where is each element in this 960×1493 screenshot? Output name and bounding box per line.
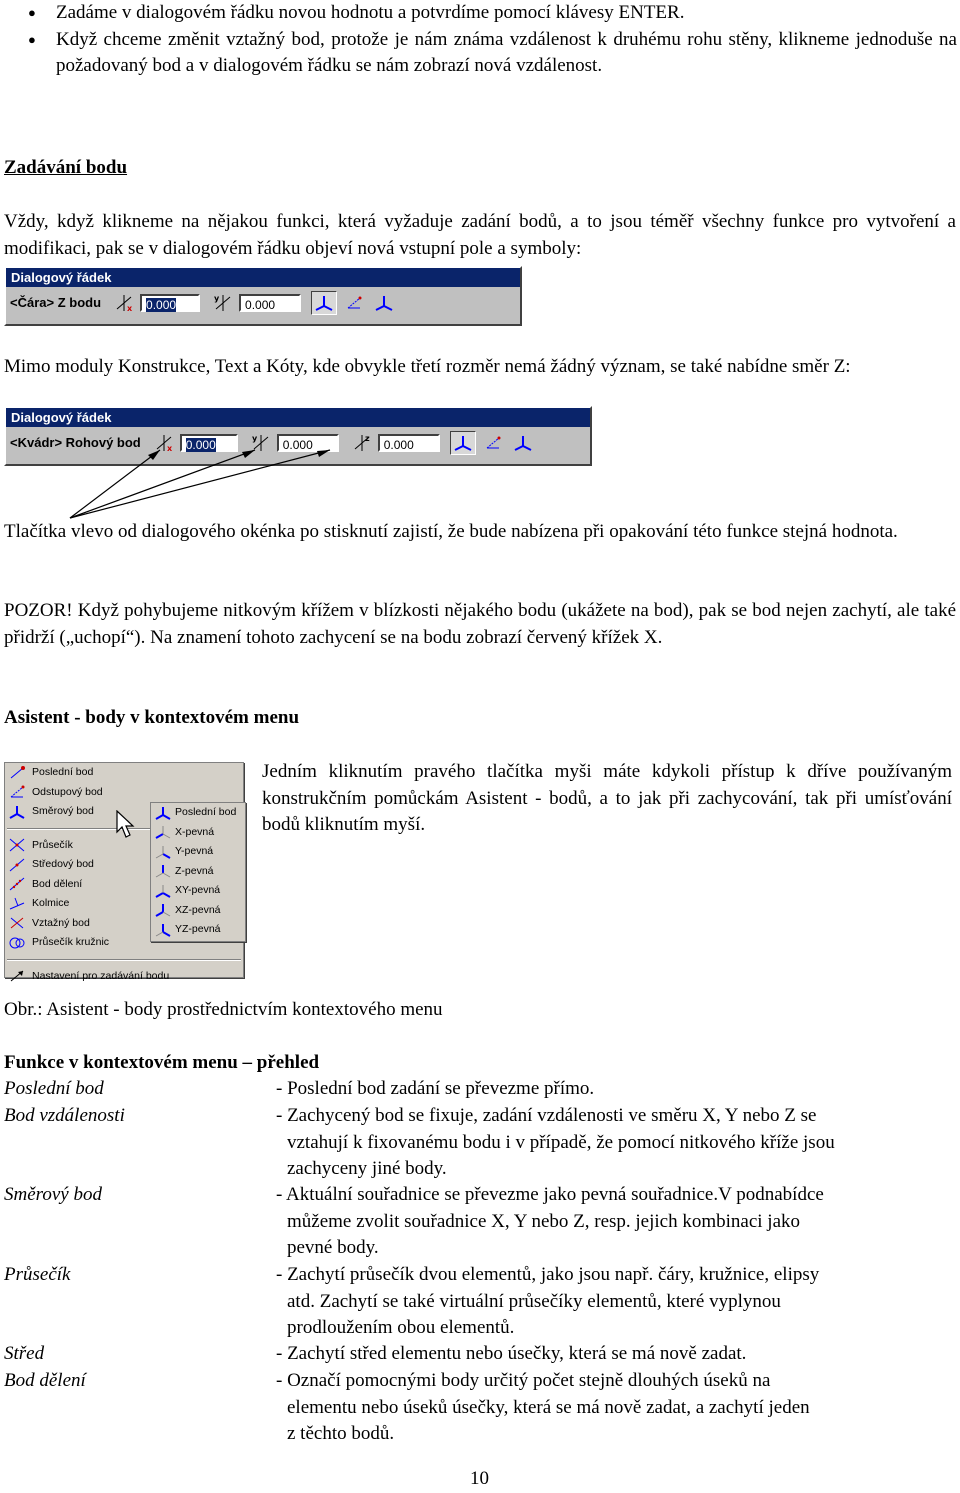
dialog-title: Dialogový řádek — [6, 408, 590, 427]
y-axis-lock-button[interactable] — [210, 292, 236, 314]
context-submenu — [150, 802, 246, 942]
term: Průsečík — [4, 1264, 71, 1285]
yz-fixed-icon — [154, 922, 172, 938]
section-heading: Zadávání bodu — [4, 157, 128, 178]
section-heading: Asistent - body v kontextovém menu — [4, 707, 300, 728]
menu-item-label: Kolmice — [32, 897, 70, 910]
menu-item-label: Poslední bod — [175, 806, 237, 819]
x-axis-icon — [113, 293, 135, 313]
definition: - Označí pomocnými body určitý počet stejně dlouhých úseků na elementu nebo úseků úsečky, která se má nově zadat, a zachytí jeden z těchto bodů. — [276, 1370, 810, 1444]
z-axis-icon — [351, 433, 373, 453]
svg-text:y: y — [251, 434, 257, 443]
intersection-icon — [8, 837, 26, 853]
delta-mode-button[interactable] — [341, 291, 367, 315]
y-coordinate-field[interactable]: 0.000 — [277, 434, 339, 452]
dialog-line-panel — [4, 266, 522, 326]
y-axis-icon — [212, 293, 234, 313]
x-axis-lock-button[interactable] — [111, 292, 137, 314]
paragraph-warning: POZOR! Když pohybujeme nitkovým křížem v blízkosti nějakého bodu (ukážete na bod), pak se bod nejen zachytí, ale také přidrží („uchopí“). Na znamení tohoto zachycení se na bodu zobrazí červený křížek X. — [4, 600, 956, 648]
axis-cross-icon — [314, 294, 334, 312]
svg-text:x: x — [166, 444, 172, 453]
xz-fixed-icon — [154, 902, 172, 918]
menu-item-label: XY-pevná — [175, 884, 221, 897]
bullet-item: ● Když chceme změnit vztažný bod, protože je nám známa vzdálenost k druhému rohu stěny, klikneme jednoduše na požadovaný bod a v dialogovém řádku se nám zobrazí nová vzdálenost. — [12, 27, 957, 80]
last-point-icon — [154, 805, 172, 821]
division-point-icon — [8, 876, 26, 892]
midpoint-icon — [8, 857, 26, 873]
submenu-item-x-fixed[interactable] — [151, 823, 245, 843]
term: Střed — [4, 1343, 45, 1364]
overview-heading: Funkce v kontextovém menu – přehled — [4, 1052, 320, 1073]
term: Bod dělení — [4, 1370, 86, 1391]
figure-caption: Obr.: Asistent - body prostřednictvím kontextového menu — [4, 999, 443, 1020]
circle-intersection-icon — [8, 935, 26, 951]
dialog-prompt: <Kvádr> Rohový bod — [10, 434, 141, 450]
x-coordinate-field[interactable]: 0.000 — [140, 294, 200, 312]
y-coordinate-field[interactable]: 0.000 — [239, 294, 301, 312]
settings-arrow-icon — [8, 968, 26, 984]
direction-point-icon — [8, 804, 26, 820]
dialog-prompt: <Čára> Z bodu — [10, 294, 102, 310]
definition: - Poslední bod zadání se převezme přímo. — [276, 1078, 595, 1099]
submenu-item-yz-fixed[interactable] — [151, 920, 245, 940]
x-coordinate-field[interactable]: 0.000 — [180, 434, 238, 452]
mouse-cursor-icon — [116, 810, 138, 840]
polar-mode-button[interactable] — [371, 291, 397, 315]
definition: - Zachytí průsečík dvou elementů, jako jsou např. čáry, kružnice, elipsy atd. Zachytí se také virtuální průsečíky elementů, které vyplynou prodloužením obou elementů. — [276, 1264, 820, 1338]
menu-separator — [7, 959, 241, 961]
definition: - Aktuální souřadnice se převezme jako pevná souřadnice.V podnabídce můžeme zvolit souřadnice X, Y nebo Z, resp. jejich kombinaci jako pevné body. — [276, 1184, 824, 1258]
menu-item-last-point[interactable] — [5, 763, 243, 783]
term: Poslední bod — [4, 1078, 104, 1099]
svg-text:y: y — [214, 294, 220, 303]
perpendicular-icon — [8, 896, 26, 912]
axis-cross-icon — [453, 434, 473, 452]
menu-item-label: Nastavení pro zadávání bodu — [32, 969, 170, 982]
menu-item-label: Y-pevná — [175, 845, 214, 858]
z-fixed-icon — [154, 863, 172, 879]
offset-point-icon — [8, 784, 26, 800]
submenu-item-z-fixed[interactable] — [151, 862, 245, 882]
menu-item-label: Z-pevná — [175, 864, 214, 877]
y-fixed-icon — [154, 844, 172, 860]
delta-axis-icon — [483, 434, 503, 452]
bullet-list — [12, 0, 957, 80]
menu-item-settings[interactable] — [5, 967, 243, 987]
x-fixed-icon — [154, 824, 172, 840]
svg-text:z: z — [364, 434, 370, 443]
snap-mode-button[interactable] — [311, 291, 337, 315]
delta-mode-button[interactable] — [480, 431, 506, 455]
last-point-icon — [8, 765, 26, 781]
polar-mode-button[interactable] — [510, 431, 536, 455]
snap-mode-button[interactable] — [450, 431, 476, 455]
definition: - Zachycený bod se fixuje, zadání vzdálenosti ve směru X, Y nebo Z se vztahují k fixovanému bodu i v případě, že pomocí nitkového kříže jsou zachyceny jiné body. — [276, 1105, 835, 1179]
polar-axis-icon — [374, 294, 394, 312]
submenu-item-last-point[interactable] — [151, 803, 245, 823]
xy-fixed-icon — [154, 883, 172, 899]
menu-item-label: XZ-pevná — [175, 903, 221, 916]
paragraph: Vždy, když klikneme na nějakou funkci, která vyžaduje zadání bodů, a to jsou téměř všechny funkce pro vytvoření a modifikaci, pak se v dialogovém řádku objeví nová vstupní pole a symboly: — [4, 211, 956, 259]
menu-item-label: Středový bod — [32, 858, 94, 871]
z-coordinate-field[interactable]: 0.000 — [378, 434, 440, 452]
menu-item-label: YZ-pevná — [175, 923, 221, 936]
dialog-title: Dialogový řádek — [6, 268, 520, 287]
menu-item-label: Poslední bod — [32, 766, 94, 779]
bullet-item: ● Zadáme v dialogovém řádku novou hodnotu a potvrdíme pomocí klávesy ENTER. — [12, 0, 957, 27]
paragraph: Tlačítka vlevo od dialogového okénka po stisknutí zajistí, že bude nabízena při opakování této funkce stejná hodnota. — [4, 521, 898, 542]
definition: - Zachytí střed elementu nebo úsečky, která se má nově zadat. — [276, 1343, 747, 1364]
menu-item-label: Průsečík kružnic — [32, 936, 110, 949]
polar-axis-icon — [513, 434, 533, 452]
submenu-item-y-fixed[interactable] — [151, 842, 245, 862]
svg-text:x: x — [127, 304, 133, 313]
paragraph: Jedním kliknutím pravého tlačítka myši máte kdykoli přístup k dříve používaným konstrukčním pomůckám Asistent - bodů, a to jak při zachycování, tak při umísťování bodů kliknutím myší. — [262, 761, 952, 835]
menu-item-label: Průsečík — [32, 838, 73, 851]
z-axis-lock-button[interactable] — [349, 432, 375, 454]
page-number: 10 — [470, 1468, 489, 1489]
menu-item-offset-point[interactable] — [5, 783, 243, 803]
paragraph: Mimo moduly Konstrukce, Text a Kóty, kde obvykle třetí rozměr nemá žádný význam, se také nabídne směr Z: — [4, 356, 851, 377]
menu-item-label: Odstupový bod — [32, 785, 103, 798]
menu-item-label: Směrový bod — [32, 805, 94, 818]
term: Bod vzdálenosti — [4, 1105, 125, 1126]
delta-axis-icon — [344, 294, 364, 312]
menu-item-label: Bod dělení — [32, 877, 83, 890]
submenu-item-xy-fixed[interactable] — [151, 881, 245, 901]
term: Směrový bod — [4, 1184, 102, 1205]
submenu-item-xz-fixed[interactable] — [151, 901, 245, 921]
reference-point-icon — [8, 915, 26, 931]
menu-item-label: X-pevná — [175, 825, 215, 838]
menu-item-label: Vztažný bod — [32, 916, 90, 929]
